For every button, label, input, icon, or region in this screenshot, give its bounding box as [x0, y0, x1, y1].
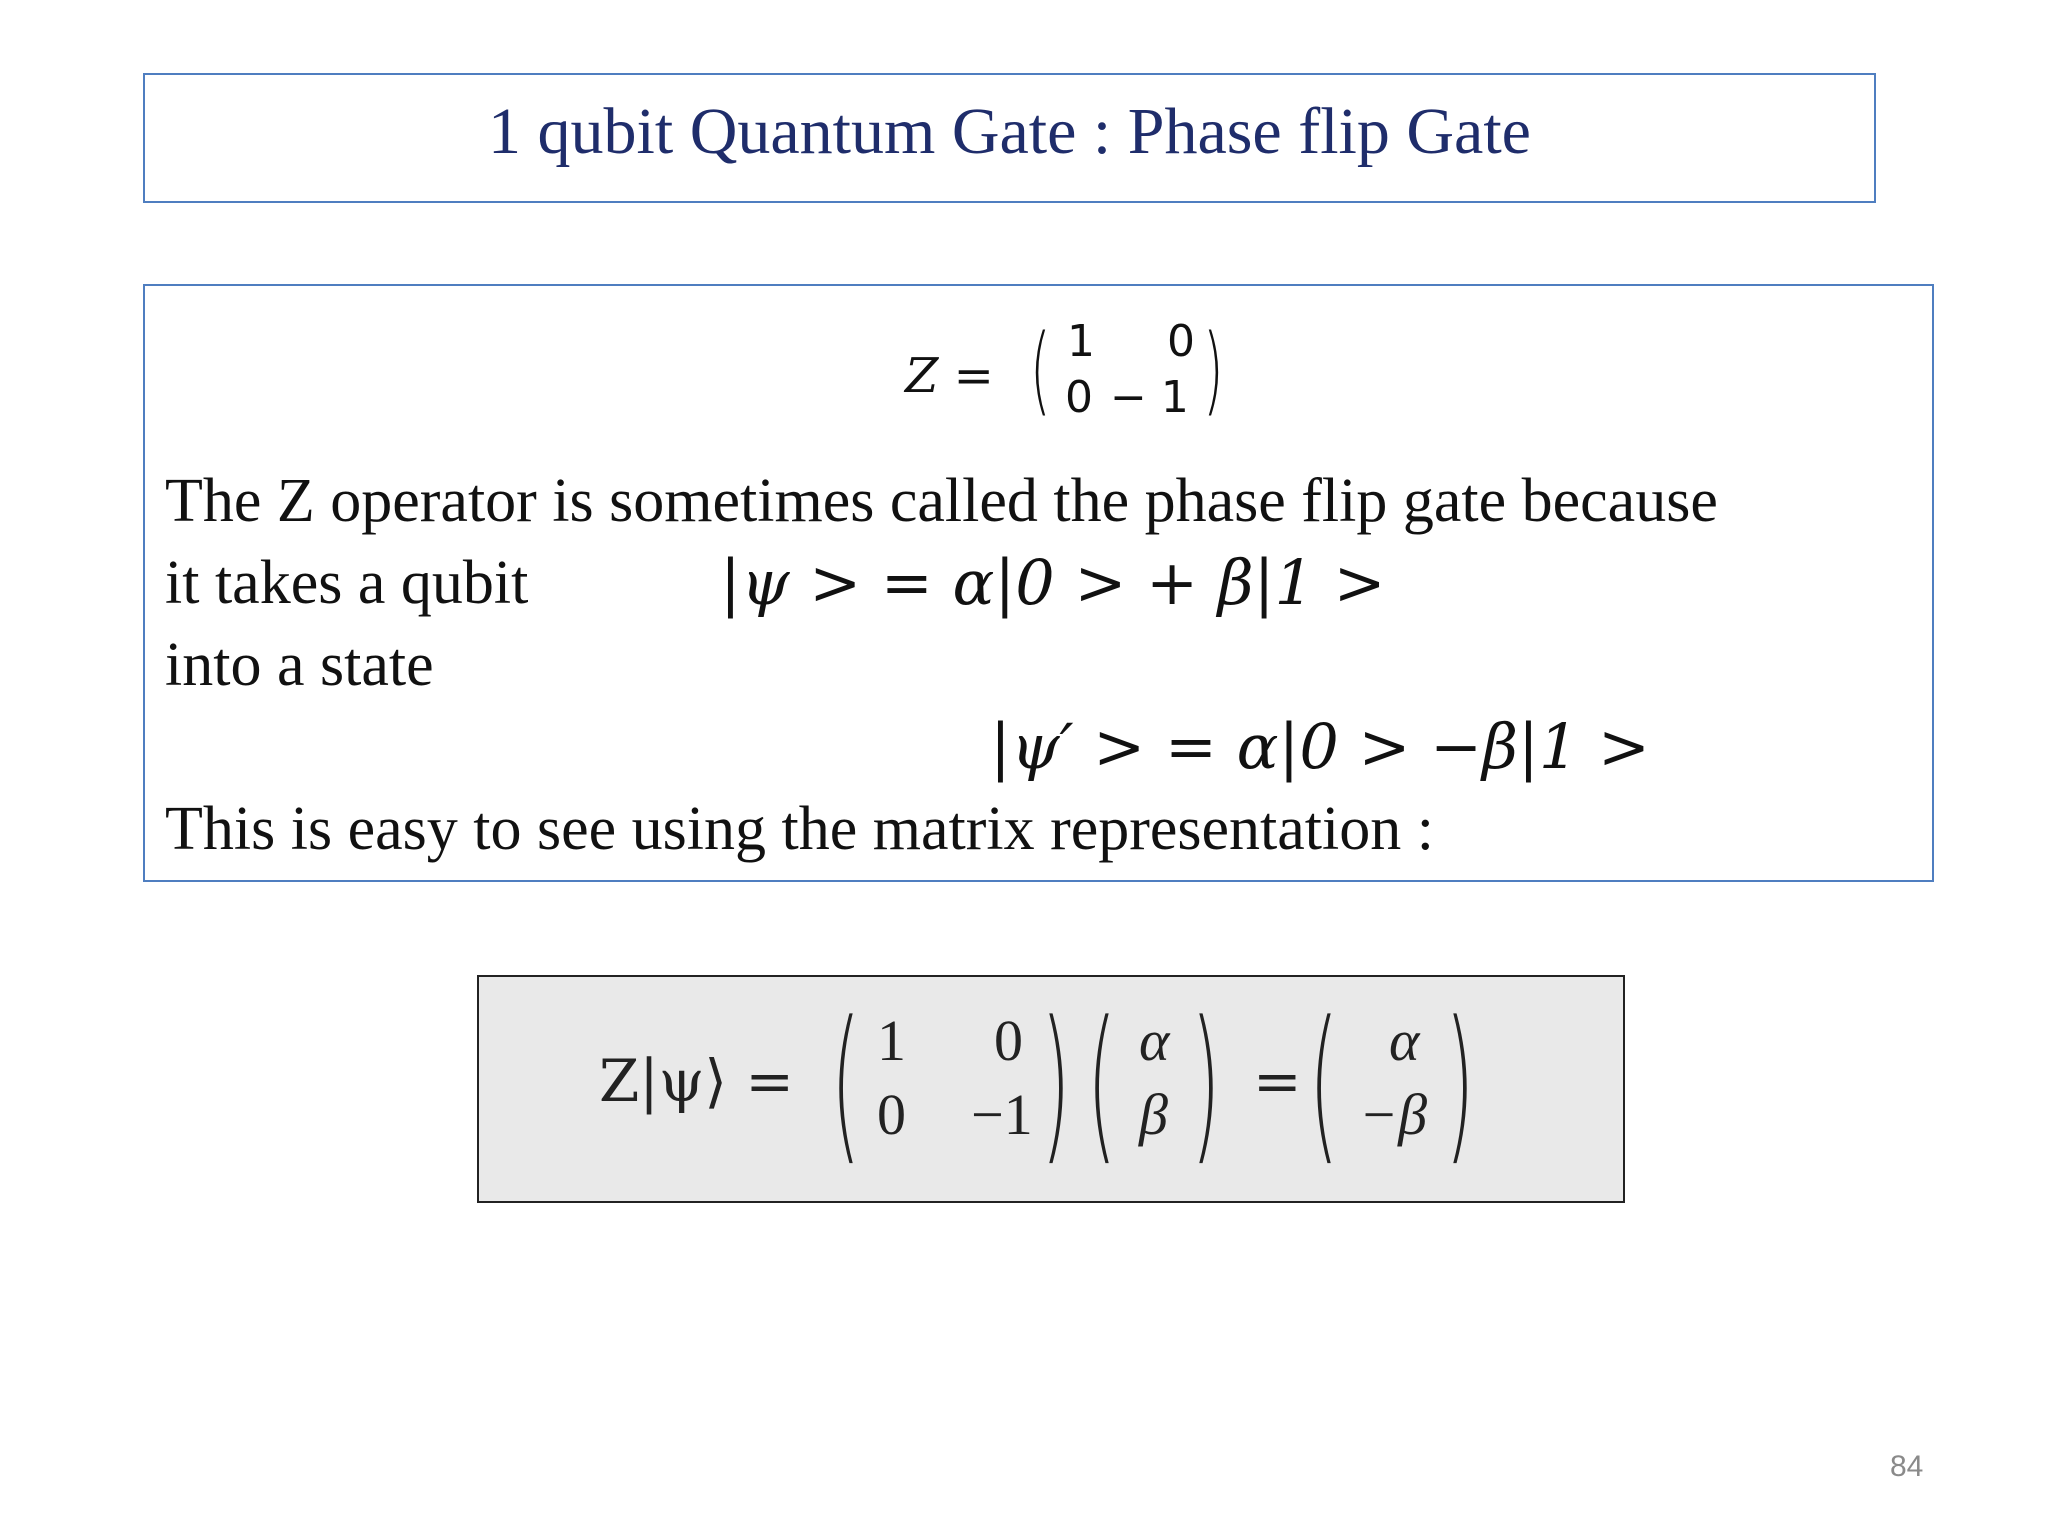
matrix-cell: 0 — [1065, 372, 1093, 423]
right-parenthesis: ) — [1445, 985, 1475, 1181]
paragraph-line-1: The Z operator is sometimes called the phase flip gate because — [165, 467, 1718, 535]
matrix-cell: 1 — [1067, 316, 1095, 367]
matrix-equation — [479, 977, 1623, 1201]
result-cell: −β — [1359, 1082, 1428, 1147]
matrix-equation-box — [477, 975, 1625, 1203]
paragraph-line-4: This is easy to see using the matrix representation : — [165, 795, 1434, 863]
paragraph-line-2: it takes a qubit — [165, 549, 529, 617]
page-number: 84 — [1890, 1450, 1924, 1483]
left-parenthesis: ( — [831, 985, 861, 1181]
equation-psi-prime: |ψ′ > = α|0 > −β|1 > — [990, 710, 1650, 783]
matrix-cell: −1 — [971, 1082, 1033, 1147]
z-definition-lhs: Z = — [905, 348, 994, 404]
paragraph-line-3: into a state — [165, 631, 434, 699]
equation-lhs: Z|ψ⟩ = — [599, 1047, 794, 1115]
right-parenthesis: ) — [1191, 985, 1221, 1181]
left-parenthesis: ( — [1030, 314, 1051, 426]
matrix-cell: 1 — [877, 1008, 906, 1073]
equation-psi: |ψ > = α|0 > + β|1 > — [720, 546, 1386, 619]
title-box — [143, 73, 1876, 203]
result-cell: α — [1389, 1008, 1420, 1073]
matrix-cell: 0 — [1167, 316, 1195, 367]
vector-cell: β — [1139, 1082, 1168, 1147]
right-parenthesis: ) — [1203, 314, 1224, 426]
matrix-cell: − 1 — [1110, 372, 1189, 423]
right-parenthesis: ) — [1041, 985, 1071, 1181]
equals-sign: = — [1253, 1047, 1302, 1115]
left-parenthesis: ( — [1309, 985, 1339, 1181]
content-box — [143, 284, 1934, 882]
left-parenthesis: ( — [1087, 985, 1117, 1181]
vector-cell: α — [1139, 1008, 1170, 1073]
matrix-cell: 0 — [994, 1008, 1023, 1073]
matrix-cell: 0 — [877, 1082, 906, 1147]
slide-title: 1 qubit Quantum Gate : Phase flip Gate — [488, 95, 1531, 168]
